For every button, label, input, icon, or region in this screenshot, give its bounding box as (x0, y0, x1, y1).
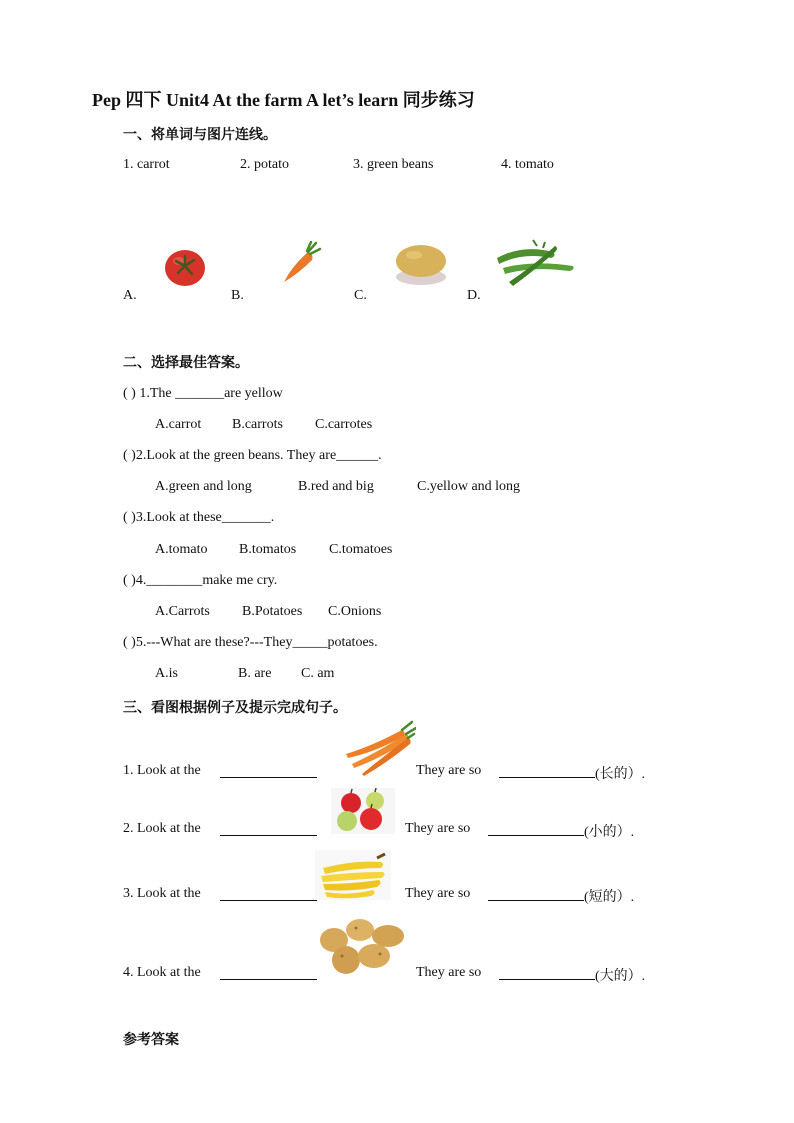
picture-label-b: B. (231, 288, 244, 303)
item-3-lead: 3. Look at the (123, 886, 201, 901)
bananas-icon (315, 850, 391, 900)
word-4: 4. tomato (501, 157, 554, 172)
item-1-blank-noun (220, 777, 317, 778)
section1-heading: 一、将单词与图片连线。 (123, 127, 277, 143)
item-2-blank-adjective (488, 835, 584, 836)
item-3-blank-noun (220, 900, 317, 901)
question-1-stem: ( ) 1.The _______are yellow (123, 386, 283, 401)
question-1-option-a: A.carrot (155, 417, 202, 432)
question-1-option-b: B.carrots (232, 417, 283, 432)
item-4-after: They are so (416, 965, 482, 980)
question-5-option-c: C. am (301, 666, 335, 681)
picture-label-d: D. (467, 288, 481, 303)
item-2-hint: (小的）. (584, 825, 635, 840)
picture-label-c: C. (354, 288, 367, 303)
item-1-lead: 1. Look at the (123, 763, 201, 778)
section3-heading: 三、看图根据例子及提示完成句子。 (123, 700, 347, 716)
question-3-option-a: A.tomato (155, 542, 208, 557)
item-2-after: They are so (405, 821, 471, 836)
item-4-blank-noun (220, 979, 317, 980)
question-5-option-a: A.is (155, 666, 178, 681)
section2-heading: 二、选择最佳答案。 (123, 355, 249, 371)
item-3-blank-adjective (488, 900, 584, 901)
item-3-hint: (短的）. (584, 890, 635, 905)
item-2-blank-noun (220, 835, 317, 836)
item-4-blank-adjective (499, 979, 595, 980)
question-5-option-b: B. are (238, 666, 272, 681)
answers-heading: 参考答案 (123, 1032, 179, 1048)
question-3-stem: ( )3.Look at these_______. (123, 510, 275, 525)
question-5-stem: ( )5.---What are these?---They_____potatoes. (123, 635, 378, 650)
item-1-hint: (长的）. (595, 767, 646, 782)
question-1-option-c: C.carrotes (315, 417, 373, 432)
word-1: 1. carrot (123, 157, 170, 172)
question-3-option-b: B.tomatos (239, 542, 297, 557)
carrots-icon (342, 720, 416, 776)
question-4-option-a: A.Carrots (155, 604, 210, 619)
page-title: Pep 四下 Unit4 At the farm A let’s learn 同步练习 (92, 90, 475, 110)
question-2-option-a: A.green and long (155, 479, 252, 494)
item-1-blank-adjective (499, 777, 595, 778)
question-4-option-c: C.Onions (328, 604, 382, 619)
picture-label-a: A. (123, 288, 137, 303)
apples-icon (331, 788, 395, 834)
item-4-hint: (大的）. (595, 969, 646, 984)
question-2-option-c: C.yellow and long (417, 479, 521, 494)
word-3: 3. green beans (353, 157, 434, 172)
question-3-option-c: C.tomatoes (329, 542, 393, 557)
carrot-icon (278, 240, 324, 286)
question-4-option-b: B.Potatoes (242, 604, 303, 619)
green-beans-icon (493, 236, 577, 290)
word-2: 2. potato (240, 157, 289, 172)
tomato-icon (162, 246, 208, 288)
question-4-stem: ( )4.________make me cry. (123, 573, 278, 588)
item-2-lead: 2. Look at the (123, 821, 201, 836)
question-2-option-b: B.red and big (298, 479, 374, 494)
potatoes-icon (316, 916, 406, 976)
item-3-after: They are so (405, 886, 471, 901)
item-1-after: They are so (416, 763, 482, 778)
question-2-stem: ( )2.Look at the green beans. They are______. (123, 448, 382, 463)
item-4-lead: 4. Look at the (123, 965, 201, 980)
potato-icon (392, 239, 450, 287)
